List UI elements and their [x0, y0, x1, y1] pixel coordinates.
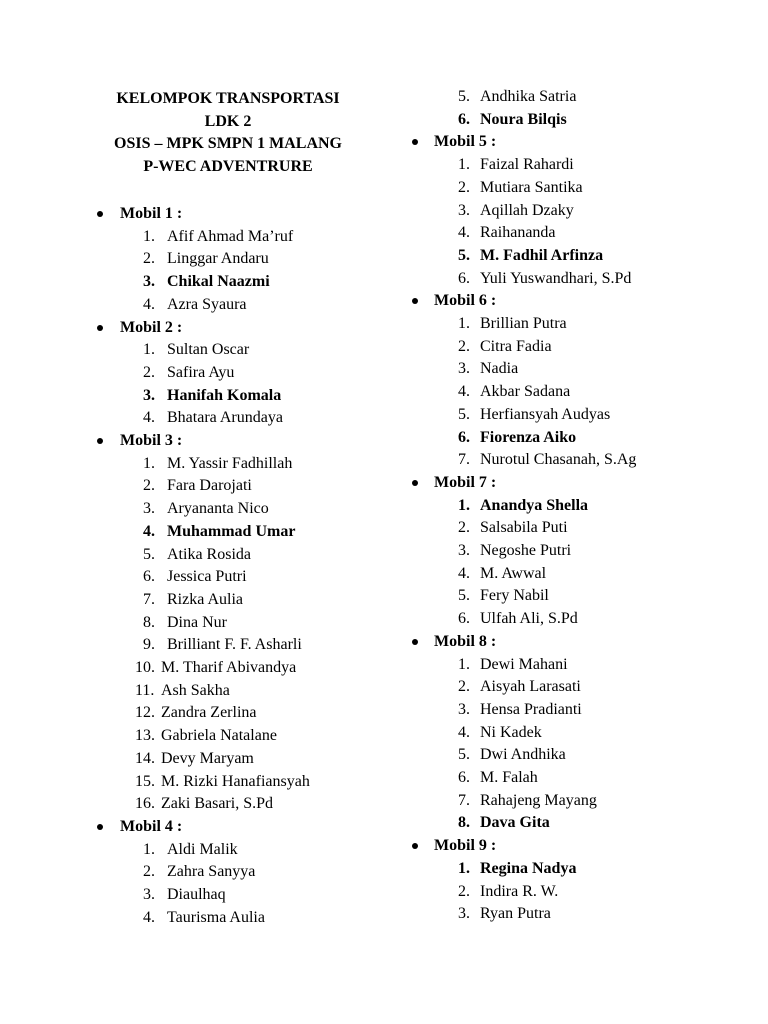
list-item	[0, 521, 410, 544]
list-item	[410, 903, 768, 926]
item-name: Ni Kadek	[480, 723, 542, 741]
item-number: 16.	[135, 795, 155, 813]
list-item	[0, 839, 410, 862]
item-number: 14.	[135, 749, 155, 767]
bullet-icon	[412, 843, 418, 849]
item-number: 4.	[143, 522, 155, 540]
item-number: 5.	[458, 746, 470, 764]
item-number: 2.	[143, 250, 155, 268]
item-number: 3.	[458, 542, 470, 559]
list-item	[0, 884, 410, 907]
item-number: 6.	[458, 428, 470, 446]
item-name: Aldi Malik	[167, 840, 238, 858]
group-label: Mobil 1 :	[120, 205, 183, 222]
item-name: Jessica Putri	[167, 568, 247, 586]
list-item	[0, 634, 410, 657]
item-number: 8.	[458, 814, 470, 832]
group-heading	[410, 631, 768, 654]
item-name: Hensa Pradianti	[480, 700, 582, 718]
group-heading	[410, 835, 768, 858]
item-number: 5.	[458, 405, 470, 423]
item-number: 4.	[458, 564, 470, 582]
list-item	[410, 881, 768, 904]
list-item	[0, 544, 410, 567]
group-heading	[0, 816, 410, 839]
group-label: Mobil 2 :	[120, 318, 183, 336]
item-number: 3.	[458, 700, 470, 718]
item-name: Azra Syaura	[167, 295, 247, 313]
group-label: Mobil 5 :	[434, 133, 497, 151]
item-name: Sultan Oscar	[167, 341, 250, 359]
list-item	[0, 407, 410, 430]
item-number: 1.	[143, 227, 155, 245]
list-item	[0, 748, 410, 771]
list-item	[410, 154, 768, 177]
item-number: 9.	[143, 636, 155, 654]
item-name: M. Falah	[480, 769, 538, 786]
item-number: 7.	[143, 590, 155, 608]
item-number: 3.	[143, 386, 155, 404]
list-item	[410, 540, 768, 563]
list-item	[410, 517, 768, 540]
bullet-icon	[412, 139, 418, 145]
list-item	[0, 226, 410, 249]
item-number: 5.	[458, 88, 470, 105]
item-number: 2.	[143, 363, 155, 381]
item-number: 15.	[135, 772, 155, 790]
item-number: 3.	[458, 905, 470, 923]
item-number: 8.	[143, 613, 155, 631]
list-item	[410, 767, 768, 790]
group-label: Mobil 3 :	[120, 432, 183, 449]
list-item	[410, 177, 768, 200]
item-number: 6.	[458, 269, 470, 287]
list-item	[410, 200, 768, 223]
list-item	[0, 294, 410, 317]
item-name: Herfiansyah Audyas	[480, 405, 611, 423]
item-name: Chikal Naazmi	[167, 273, 270, 291]
item-name: M. Tharif Abivandya	[161, 659, 297, 676]
item-name: Ryan Putra	[480, 905, 551, 923]
group-heading	[0, 317, 410, 340]
item-number: 4.	[458, 723, 470, 741]
list-item	[0, 861, 410, 884]
item-name: Dava Gita	[480, 814, 550, 832]
bullet-icon	[97, 211, 103, 217]
list-item	[410, 222, 768, 245]
item-number: 2.	[143, 477, 155, 495]
item-name: Dewi Mahani	[480, 655, 568, 673]
item-number: 2.	[458, 178, 470, 196]
group-label: Mobil 9 :	[434, 837, 497, 855]
list-item	[410, 858, 768, 881]
list-item	[0, 453, 410, 476]
item-name: Linggar Andaru	[167, 250, 269, 268]
item-number: 4.	[143, 908, 155, 926]
list-item	[410, 676, 768, 699]
item-name: Hanifah Komala	[167, 386, 282, 404]
item-name: Devy Maryam	[161, 749, 254, 767]
item-number: 13.	[135, 727, 155, 745]
item-name: Rizka Aulia	[167, 590, 243, 608]
bullet-icon	[412, 639, 418, 645]
item-name: Dina Nur	[167, 613, 227, 631]
list-item	[410, 381, 768, 404]
list-item	[0, 702, 410, 725]
list-item	[410, 744, 768, 767]
item-name: Anandya Shella	[480, 496, 589, 514]
item-name: Brilliant F. F. Asharli	[167, 636, 302, 654]
header-organization: OSIS – MPK SMPN 1 MALANG	[114, 135, 342, 153]
item-name: Akbar Sadana	[480, 383, 571, 401]
item-number: 2.	[143, 863, 155, 881]
bullet-icon	[412, 298, 418, 304]
item-number: 5.	[458, 587, 470, 605]
bullet-icon	[412, 480, 418, 486]
list-item	[410, 812, 768, 835]
list-item	[410, 563, 768, 586]
list-item	[410, 109, 768, 132]
item-name: M. Rizki Hanafiansyah	[161, 772, 310, 790]
list-item	[410, 449, 768, 472]
item-name: Zaki Basari, S.Pd	[161, 795, 273, 813]
item-name: Negoshe Putri	[480, 542, 572, 559]
item-number: 1.	[143, 341, 155, 359]
item-name: Aisyah Larasati	[480, 678, 581, 696]
item-name: Indira R. W.	[480, 882, 559, 900]
item-name: Brillian Putra	[480, 315, 567, 332]
item-number: 3.	[458, 360, 470, 378]
item-number: 2.	[458, 678, 470, 696]
item-number: 12.	[135, 704, 155, 722]
item-name: M. Awwal	[480, 564, 547, 582]
bullet-icon	[97, 824, 103, 830]
list-item	[410, 313, 768, 336]
item-name: Salsabila Puti	[480, 519, 568, 537]
item-number: 3.	[143, 273, 155, 291]
item-number: 1.	[458, 496, 470, 514]
item-number: 4.	[458, 224, 470, 242]
item-number: 6.	[143, 568, 155, 586]
item-number: 3.	[143, 500, 155, 518]
item-name: Faizal Rahardi	[480, 156, 574, 174]
item-name: Yuli Yuswandhari, S.Pd	[480, 269, 632, 287]
item-number: 6.	[458, 610, 470, 628]
item-number: 6.	[458, 769, 470, 786]
list-item	[410, 268, 768, 291]
header-subtitle: LDK 2	[204, 112, 252, 130]
item-name: Raihananda	[480, 224, 556, 242]
list-item	[0, 657, 410, 680]
item-name: Mutiara Santika	[480, 178, 583, 196]
list-item	[0, 498, 410, 521]
group-label: Mobil 4 :	[120, 817, 183, 835]
item-name: Nurotul Chasanah, S.Ag	[480, 451, 637, 469]
list-item	[410, 358, 768, 381]
header-event: P-WEC ADVENTRURE	[143, 157, 313, 175]
item-number: 1.	[143, 454, 155, 472]
list-item	[410, 404, 768, 427]
list-item	[0, 589, 410, 612]
item-number: 6.	[458, 110, 470, 128]
item-number: 1.	[458, 859, 470, 877]
item-number: 1.	[458, 315, 470, 332]
item-number: 11.	[135, 681, 155, 699]
list-item	[410, 86, 768, 109]
item-number: 2.	[458, 519, 470, 537]
list-item	[0, 771, 410, 794]
list-item	[0, 680, 410, 703]
item-name: Fara Darojati	[167, 477, 252, 495]
list-item	[410, 722, 768, 745]
list-item	[0, 271, 410, 294]
list-item	[0, 566, 410, 589]
list-item	[0, 793, 410, 816]
item-number: 1.	[458, 156, 470, 174]
list-item	[410, 336, 768, 359]
item-name: Rahajeng Mayang	[480, 791, 597, 809]
item-number: 1.	[143, 840, 155, 858]
item-number: 7.	[458, 791, 470, 809]
item-name: Andhika Satria	[480, 88, 577, 105]
group-heading	[0, 430, 410, 453]
item-name: Muhammad Umar	[167, 522, 296, 540]
item-number: 4.	[143, 409, 155, 427]
list-item	[0, 725, 410, 748]
item-name: Safira Ayu	[167, 363, 235, 381]
list-item	[0, 248, 410, 271]
item-name: Fiorenza Aiko	[480, 428, 577, 446]
list-item	[0, 339, 410, 362]
item-name: Noura Bilqis	[480, 110, 567, 128]
bullet-icon	[97, 325, 103, 331]
list-item	[0, 385, 410, 408]
item-name: Fery Nabil	[480, 587, 549, 605]
item-name: Dwi Andhika	[480, 746, 566, 764]
list-item	[410, 427, 768, 450]
item-number: 4.	[143, 295, 155, 313]
group-heading	[0, 203, 410, 226]
item-name: Citra Fadia	[480, 337, 552, 355]
item-number: 2.	[458, 337, 470, 355]
item-name: Nadia	[480, 360, 519, 378]
document-header	[98, 88, 358, 178]
group-heading	[410, 472, 768, 495]
list-item	[410, 495, 768, 518]
group-label: Mobil 6 :	[434, 292, 497, 310]
item-name: Diaulhaq	[167, 886, 226, 903]
list-item	[0, 612, 410, 635]
item-number: 3.	[458, 201, 470, 219]
bullet-icon	[97, 438, 103, 444]
item-number: 1.	[458, 655, 470, 673]
list-item	[0, 475, 410, 498]
group-label: Mobil 8 :	[434, 632, 497, 650]
item-name: Regina Nadya	[480, 859, 577, 877]
item-name: Aryananta Nico	[167, 500, 269, 518]
item-number: 5.	[143, 545, 155, 563]
group-heading	[410, 290, 768, 313]
item-name: Bhatara Arundaya	[167, 409, 283, 427]
item-name: Gabriela Natalane	[161, 727, 277, 745]
item-number: 5.	[458, 246, 470, 264]
list-item	[410, 245, 768, 268]
item-number: 4.	[458, 383, 470, 401]
list-item	[410, 699, 768, 722]
item-name: Afif Ahmad Ma’ruf	[167, 227, 294, 245]
header-title: KELOMPOK TRANSPORTASI	[116, 90, 340, 107]
item-name: Atika Rosida	[167, 545, 251, 563]
list-item	[410, 790, 768, 813]
group-heading	[410, 131, 768, 154]
item-number: 3.	[143, 886, 155, 903]
item-name: M. Yassir Fadhillah	[167, 454, 293, 472]
item-name: Aqillah Dzaky	[480, 201, 574, 219]
item-number: 10.	[135, 659, 155, 676]
item-name: Ash Sakha	[161, 681, 230, 699]
item-number: 2.	[458, 882, 470, 900]
list-item	[410, 585, 768, 608]
list-item	[410, 654, 768, 677]
list-item	[0, 907, 410, 930]
list-item	[410, 608, 768, 631]
item-name: Zandra Zerlina	[161, 704, 257, 722]
item-number: 7.	[458, 451, 470, 469]
item-name: Zahra Sanyya	[167, 863, 256, 881]
group-label: Mobil 7 :	[434, 473, 497, 491]
item-name: M. Fadhil Arfinza	[480, 246, 604, 264]
item-name: Ulfah Ali, S.Pd	[480, 610, 578, 628]
item-name: Taurisma Aulia	[167, 908, 265, 926]
list-item	[0, 362, 410, 385]
